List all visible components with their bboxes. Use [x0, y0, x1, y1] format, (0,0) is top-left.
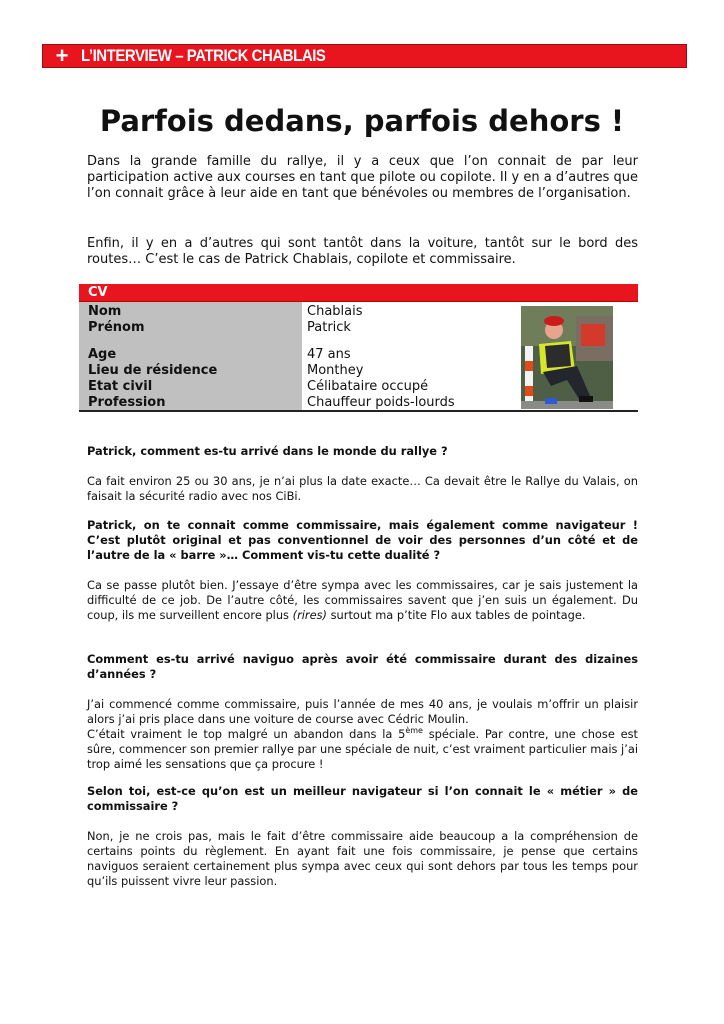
cv-label-etat-civil: Etat civil: [88, 379, 153, 394]
plus-icon: +: [55, 43, 69, 68]
intro-paragraph-2: Enfin, il y en a d’autres qui sont tantôt dans la voiture, tantôt sur le bord des routes… C’est le cas de Patrick Chablais, copilote et commissaire.: [87, 236, 638, 267]
cv-value-profession: Chauffeur poids-lourds: [307, 395, 455, 410]
answer-3-part-1: J’ai commencé comme commissaire, puis l’année de mes 40 ans, je voulais m’offrir un plaisir alors j’ai pris place dans une voiture de course avec Cédric Moulin.: [87, 697, 638, 726]
cv-label-profession: Profession: [88, 395, 166, 410]
cv-label-prenom: Prénom: [88, 320, 145, 335]
cv-label-nom: Nom: [88, 304, 122, 319]
answer-4: Non, je ne crois pas, mais le fait d’être commissaire aide beaucoup a la compréhension de certains points du règlement. En ayant fait une fois commissaire, je pense que certains naviguos seraient certainement plus sympa avec ceux qui sont dehors par tous les temps pour qu’ils puissent vivre leur passion.: [87, 829, 638, 888]
cv-value-etat-civil: Célibataire occupé: [307, 379, 429, 394]
cv-value-residence: Monthey: [307, 363, 364, 378]
cv-label-age: Age: [88, 347, 117, 362]
cv-header: CV: [79, 284, 638, 302]
question-4: Selon toi, est-ce qu’on est un meilleur navigateur si l’on connait le « métier » de commissaire ?: [87, 784, 638, 813]
intro-paragraph-1: Dans la grande famille du rallye, il y a ceux que l’on connait de par leur participation active aux courses en tant que pilote ou copilote. Il y en a d’autres que l’on connait grâce à leur aide en tant que bénévoles ou membres de l’organisation.: [87, 154, 638, 201]
answer-1: Ca fait environ 25 ou 30 ans, je n’ai plus la date exacte… Ca devait être le Rallye du Valais, on faisait la sécurité radio avec nos CiBi.: [87, 474, 638, 503]
cv-value-age: 47 ans: [307, 347, 351, 362]
interview-block-2: [87, 518, 638, 623]
question-3: Comment es-tu arrivé naviguo après avoir été commissaire durant des dizaines d’années ?: [87, 652, 638, 681]
cv-label-residence: Lieu de résidence: [88, 363, 218, 378]
section-banner: [42, 44, 687, 68]
interview-block-1: [87, 444, 638, 504]
question-1: Patrick, comment es-tu arrivé dans le monde du rallye ?: [87, 444, 448, 458]
answer-2: Ca se passe plutôt bien. J’essaye d’être sympa avec les commissaires, car je sais justement la difficulté de ce job. De l’autre côté, les commissaires savent que j’en suis un également. Du coup, ils me surveillent encore plus (rires) surtout ma p’tite Flo aux tables de pointage.: [87, 578, 638, 622]
question-2: Patrick, on te connait comme commissaire, mais également comme navigateur ! C’est plutôt original et pas conventionnel de voir des personnes d’un côté et de l’autre de la « barre »… Comment vis-tu cette dualité ?: [87, 518, 638, 562]
interview-block-3: [87, 652, 638, 772]
cv-value-nom: Chablais: [307, 304, 363, 319]
section-title: L’INTERVIEW – PATRICK CHABLAIS: [81, 46, 326, 65]
answer-3-part-2: C’était vraiment le top malgré un abandon dans la 5ème spéciale. Par contre, une chose est sûre, commencer son premier rallye par une spéciale de nuit, c’est vraiment particulier mais j’ai trop aimé les sensations que ça procure !: [87, 726, 638, 771]
interview-block-4: [87, 784, 638, 889]
article-headline: Parfois dedans, parfois dehors !: [99, 104, 625, 138]
italic-aside: (rires): [292, 608, 327, 622]
portrait-photo: [521, 306, 613, 409]
cv-value-prenom: Patrick: [307, 320, 351, 335]
